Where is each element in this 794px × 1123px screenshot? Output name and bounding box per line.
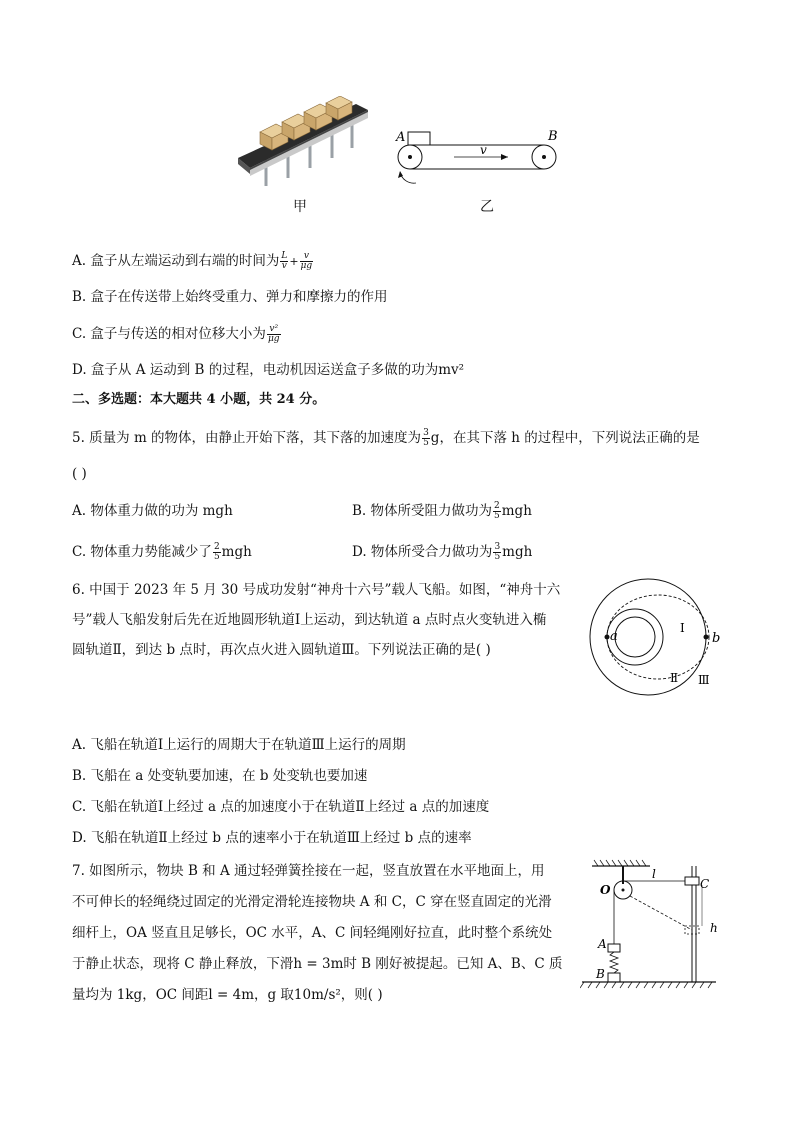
q6-option-a: A. 飞船在轨道Ⅰ上运行的周期大于在轨道Ⅲ上运行的周期 xyxy=(72,737,406,753)
q5-option-b xyxy=(352,501,532,521)
earth xyxy=(615,617,655,657)
orbit-two xyxy=(607,595,709,679)
belt-diagram-svg xyxy=(392,126,564,188)
velocity-arrow-icon xyxy=(501,154,508,160)
point-b xyxy=(704,635,709,640)
box-on-belt xyxy=(408,132,430,145)
fraction-v2-over-mug: $\frac{\text{v²}}{\mu g}$ xyxy=(267,324,280,344)
pulley-diagram-svg xyxy=(580,858,722,990)
orbit-diagram-svg xyxy=(588,578,728,696)
fraction-v-over-mug: $\frac{v}{\mu g}$ xyxy=(300,251,313,271)
q4-option-d: D. 盒子从 A 运动到 B 的过程，电动机因运送盒子多做的功为mv² xyxy=(72,362,465,378)
figure-caption-yi: 乙 xyxy=(480,199,494,215)
conveyor-photo-drawing xyxy=(236,96,370,188)
belt-label-v: v xyxy=(480,143,487,157)
conveyor-photo-figure xyxy=(236,96,370,188)
q6-stem-line2: 号”载人飞船发射后先在近地圆形轨道Ⅰ上运动，到达轨道 a 点时点火变轨进入椭 xyxy=(72,612,547,628)
conveyor-belt-diagram xyxy=(392,126,564,188)
fraction-l-over-v: $\frac{L}{v}$ xyxy=(281,251,288,271)
q7-stem-line1: 7. 如图所示，物块 B 和 A 通过轻弹簧拴接在一起，竖直放置在水平地面上，用 xyxy=(72,863,545,879)
q7-stem-line5: 量均为 1kg，OC 间距l = 4m，g 取10m/s²，则( ) xyxy=(72,987,383,1003)
fraction-3-5-d: $\frac{3}{5}$ xyxy=(494,542,501,562)
q5-answer-paren: ( ) xyxy=(72,466,87,482)
fraction-2-5-b: $\frac{2}{5}$ xyxy=(494,501,500,521)
pulley-system-diagram xyxy=(580,858,722,990)
spring xyxy=(610,952,618,973)
section-heading-multiple-choice: 二、多选题：本大题共 4 小题，共 24 分。 xyxy=(72,392,326,407)
q7-stem-line3: 细杆上，OA 竖直且足够长，OC 水平，A、C 间轻绳刚好拉直，此时整个系统处 xyxy=(72,925,553,941)
q6-option-c: C. 飞船在轨道Ⅰ上经过 a 点的加速度小于在轨道Ⅱ上经过 a 点的加速度 xyxy=(72,799,490,815)
q5-option-b-text: B. 物体所受阻力做功为 xyxy=(352,503,493,519)
belt-label-a: A xyxy=(396,130,406,145)
q5-option-d xyxy=(352,542,532,562)
q4-option-a-text: A. 盒子从左端运动到右端的时间为 xyxy=(72,253,280,269)
q5-stem xyxy=(72,428,700,448)
q5-option-c-text: C. 物体重力势能减少了 xyxy=(72,544,212,560)
q6-stem-line1: 6. 中国于 2023 年 5 月 30 号成功发射“神舟十六号”载人飞船。如图，“神舟十六 xyxy=(72,582,561,598)
orbit-label-3: Ⅲ xyxy=(698,673,710,687)
q4-option-c xyxy=(72,324,282,344)
q6-option-b: B. 飞船在 a 处变轨要加速，在 b 处变轨也要加速 xyxy=(72,768,368,784)
q5-option-d-text: D. 物体所受合力做功为 xyxy=(352,544,493,560)
belt-label-b: B xyxy=(548,129,558,144)
q4-option-b: B. 盒子在传送带上始终受重力、弹力和摩擦力的作用 xyxy=(72,289,388,305)
orbit-diagram xyxy=(588,578,728,696)
block-c xyxy=(685,877,699,885)
pulley-label-o: O xyxy=(600,883,611,897)
fraction-3-5: $\frac{3}{5}$ xyxy=(423,428,429,448)
q5-option-c-suffix: mgh xyxy=(221,544,252,560)
q6-stem-line3: 圆轨道Ⅱ，到达 b 点时，再次点火进入圆轨道Ⅲ。下列说法正确的是( ) xyxy=(72,642,491,658)
fraction-2-5-c: $\frac{2}{5}$ xyxy=(213,542,220,562)
orbit-label-1: Ⅰ xyxy=(680,621,685,635)
orbit-label-2: Ⅱ xyxy=(670,671,679,685)
point-a xyxy=(605,635,610,640)
orbit-label-b: b xyxy=(712,631,721,646)
figure-caption-jia: 甲 xyxy=(293,199,307,215)
q4-option-c-text: C. 盒子与传送的相对位移大小为 xyxy=(72,326,266,342)
q5-option-b-suffix: mgh xyxy=(501,503,532,519)
pulley-label-a: A xyxy=(598,937,607,951)
q7-stem-line2: 不可伸长的轻绳绕过固定的光滑定滑轮连接物块 A 和 C，C 穿在竖直固定的光滑 xyxy=(72,894,552,910)
q6-option-d: D. 飞船在轨道Ⅱ上经过 b 点的速率小于在轨道Ⅲ上经过 b 点的速率 xyxy=(72,830,472,846)
q5-stem-part1: 5. 质量为 m 的物体，由静止开始下落，其下落的加速度为 xyxy=(72,430,422,446)
q7-stem-line4: 于静止状态，现将 C 静止释放，下滑h = 3m时 B 刚好被提起。已知 A、B、C 质 xyxy=(72,956,563,972)
pulley-label-l: l xyxy=(652,867,656,881)
pulley-label-h: h xyxy=(710,921,718,935)
plus-sign: + xyxy=(289,255,299,268)
block-a xyxy=(608,944,620,952)
q4-option-a xyxy=(72,251,314,272)
orbit-label-a: a xyxy=(610,629,618,644)
block-b xyxy=(608,973,620,982)
q5-option-c xyxy=(72,542,252,562)
pulley-label-c: C xyxy=(700,877,710,891)
q5-option-d-suffix: mgh xyxy=(502,544,533,560)
q5-option-a: A. 物体重力做的功为 mgh xyxy=(72,503,233,519)
pulley-label-b: B xyxy=(596,967,605,981)
q5-stem-part2: g，在其下落 h 的过程中，下列说法正确的是 xyxy=(430,430,700,446)
